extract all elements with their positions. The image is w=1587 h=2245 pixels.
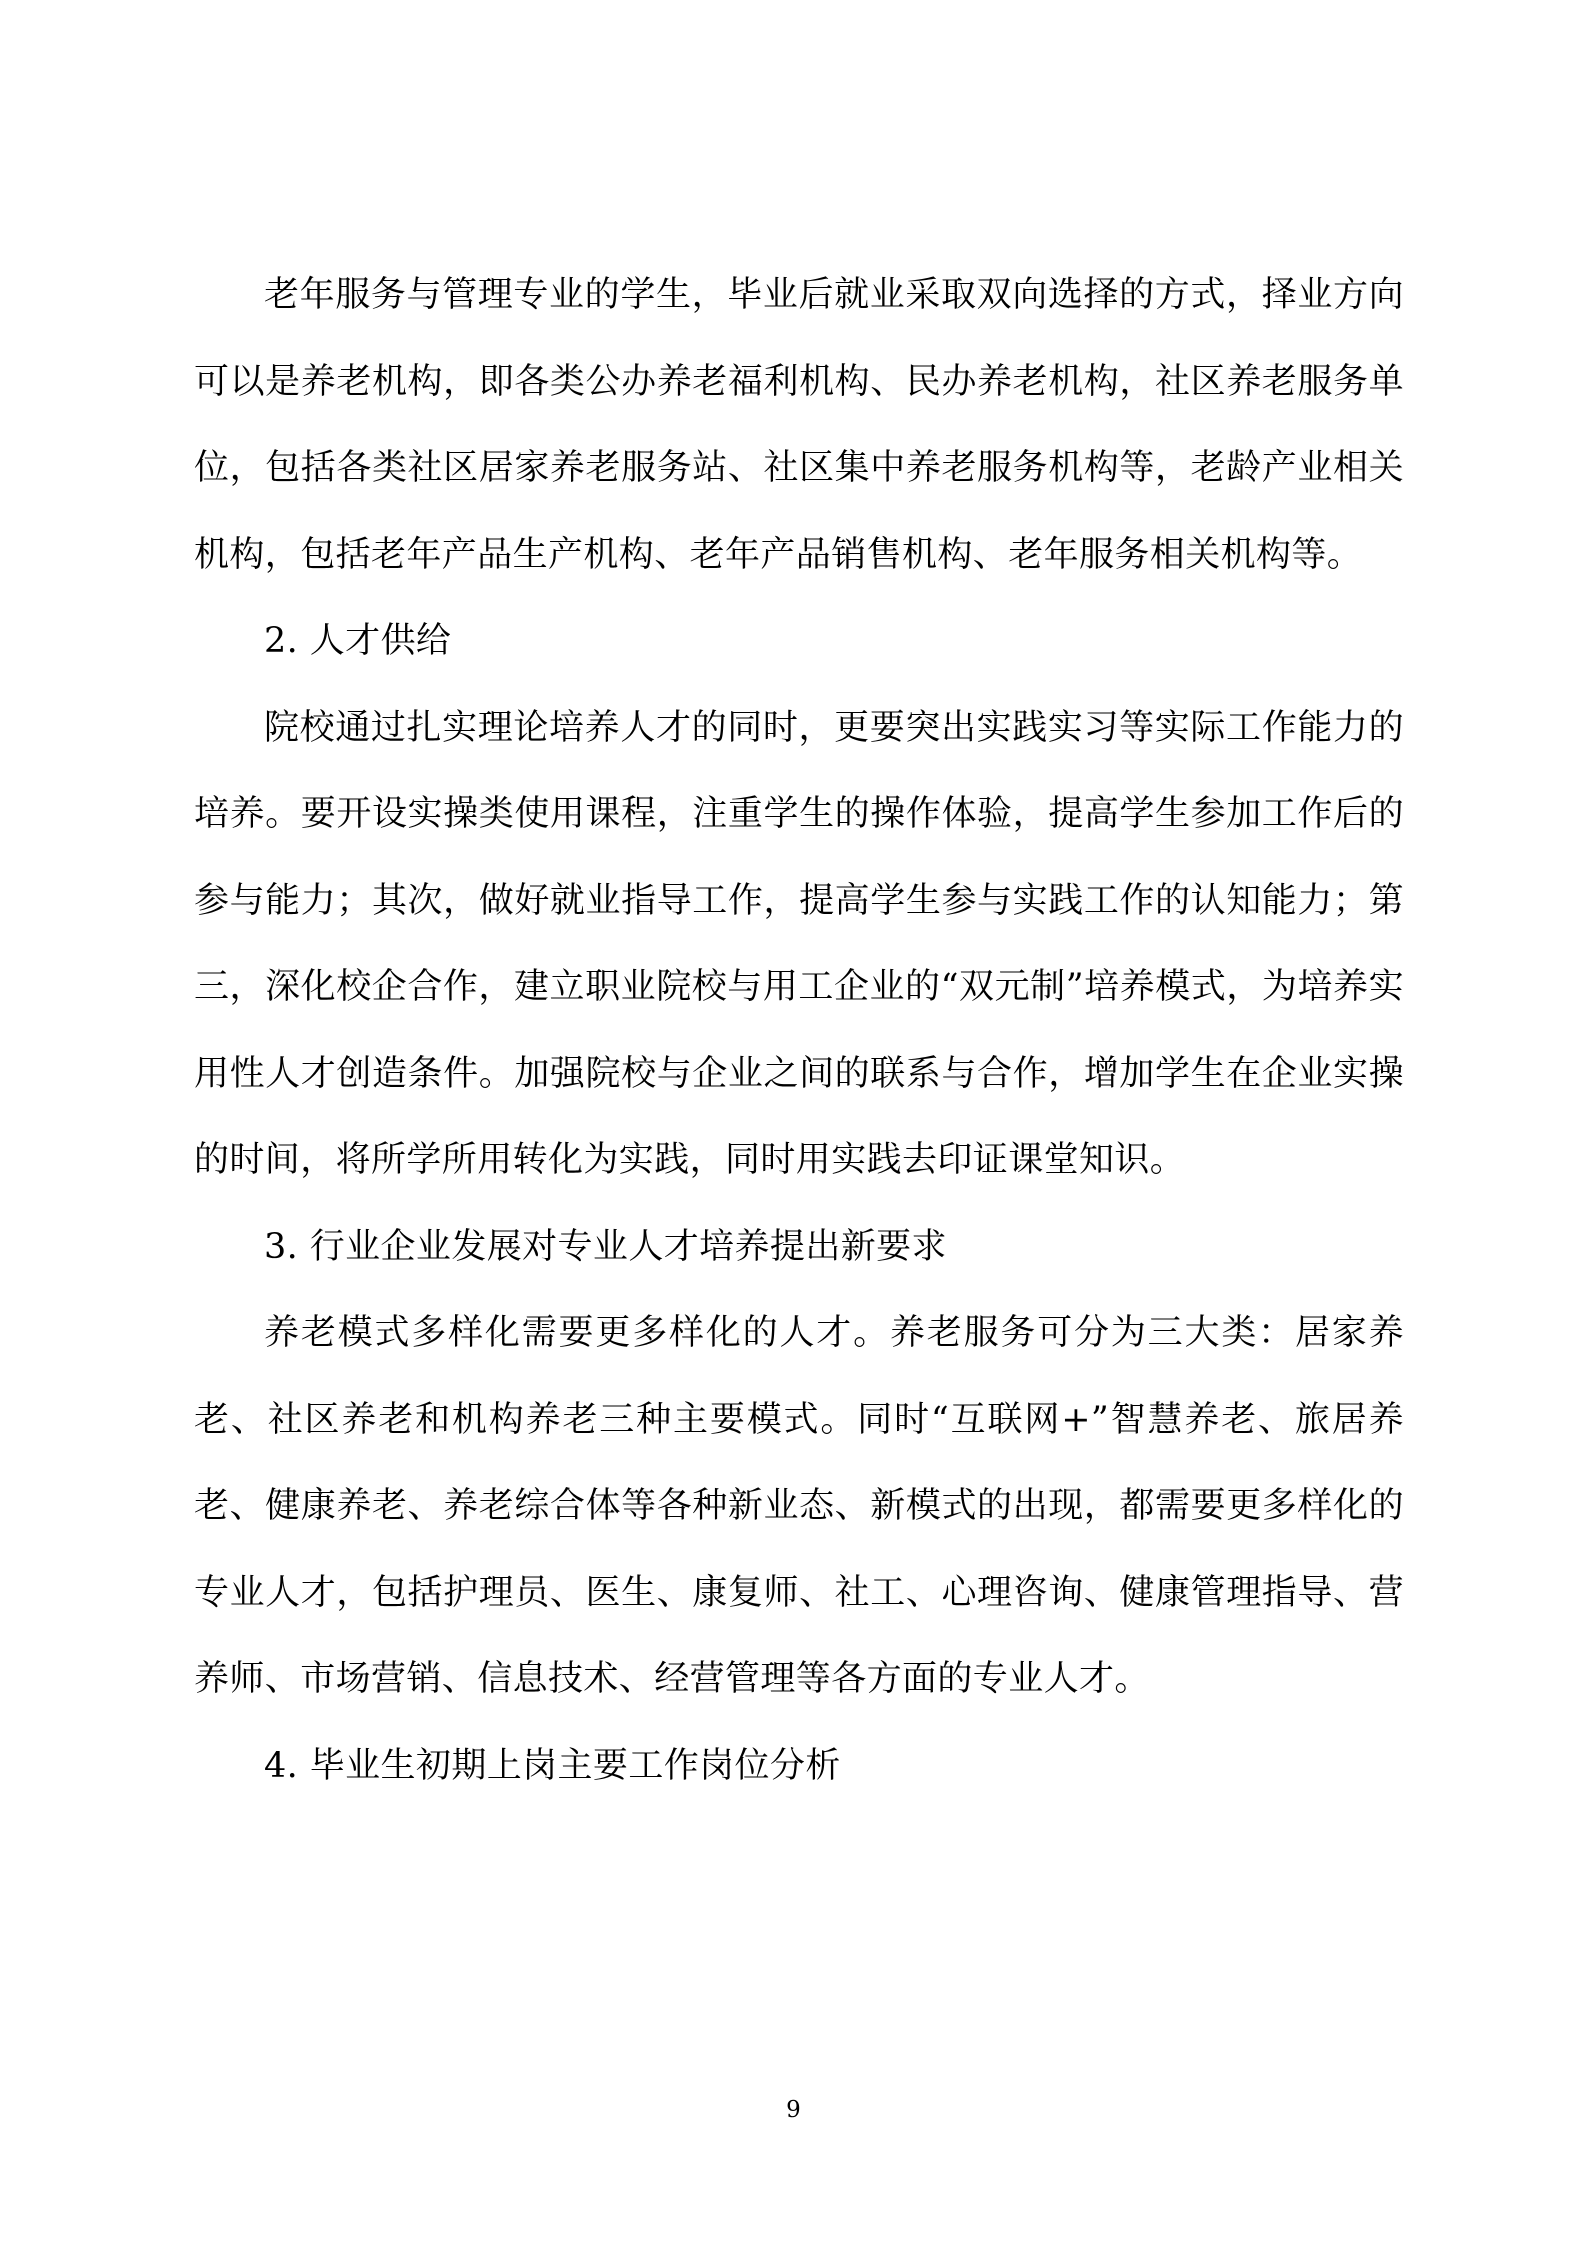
paragraph-employment-direction: 老年服务与管理专业的学生，毕业后就业采取双向选择的方式，择业方向可以是养老机构，即各类公办养老福利机构、民办养老机构，社区养老服务单位，包括各类社区居家养老服务站、社区集中养老服务机构等，老龄产业相关机构，包括老年产品生产机构、老年产品销售机构、老年服务相关机构等。 xyxy=(194,275,1404,575)
paragraph-industry-requirements: 养老模式多样化需要更多样化的人才。养老服务可分为三大类：居家养老、社区养老和机构养老三种主要模式。同时“互联网+”智慧养老、旅居养老、健康养老、养老综合体等各种新业态、新模式的出现，都需要更多样化的专业人才，包括护理员、医生、康复师、社工、心理咨询、健康管理指导、营养师、市场营销、信息技术、经营管理等各方面的专业人才。 xyxy=(194,1313,1404,1699)
section-heading-job-analysis: 4. 毕业生初期上岗主要工作岗位分析 xyxy=(264,1745,841,1786)
page-body xyxy=(194,252,1404,1809)
paragraph-talent-supply: 院校通过扎实理论培养人才的同时，更要突出实践实习等实际工作能力的培养。要开设实操类使用课程，注重学生的操作体验，提高学生参加工作后的参与能力；其次，做好就业指导工作，提高学生参与实践工作的认知能力；第三，深化校企合作，建立职业院校与用工企业的“双元制”培养模式，为培养实用性人才创造条件。加强院校与企业之间的联系与合作，增加学生在企业实操的时间，将所学所用转化为实践，同时用实践去印证课堂知识。 xyxy=(194,707,1404,1180)
section-heading-talent-supply: 2. 人才供给 xyxy=(264,621,452,661)
section-heading-industry-requirements: 3. 行业企业发展对专业人才培养提出新要求 xyxy=(264,1226,947,1267)
page-number: 9 xyxy=(786,2097,801,2123)
